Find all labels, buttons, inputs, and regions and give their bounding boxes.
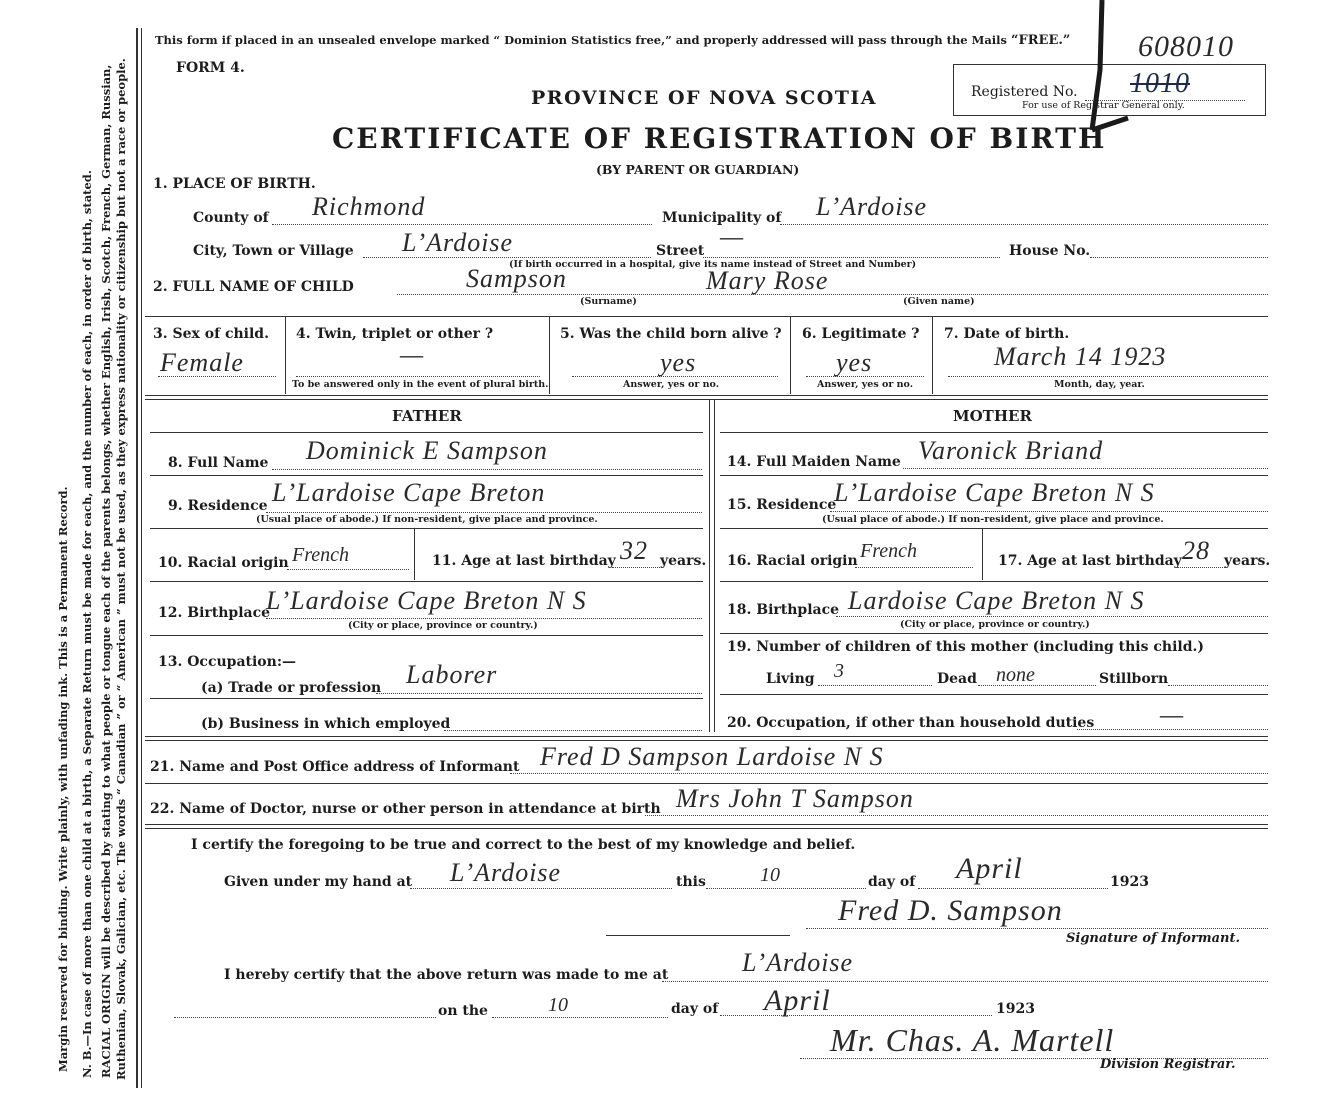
twin-label: 4. Twin, triplet or other ? xyxy=(296,326,494,342)
doctor-value: Mrs John T Sampson xyxy=(676,784,914,813)
father-name-value: Dominick E Sampson xyxy=(306,436,548,465)
twin-value: — xyxy=(400,340,425,369)
given-under-label: Given under my hand at xyxy=(224,874,413,890)
father-birthplace-label: 12. Birthplace xyxy=(158,605,271,621)
mother-racial-label: 16. Racial origin xyxy=(727,553,858,569)
informant-top-rule xyxy=(145,736,1268,741)
business-label: (b) Business in which employed xyxy=(201,716,451,732)
living-label: Living xyxy=(766,671,815,687)
mother-racial-value: French xyxy=(860,540,918,562)
mother-occupation-label: 20. Occupation, if other than household duties xyxy=(727,715,1095,731)
form-number: FORM 4. xyxy=(176,60,245,76)
parents-top-rule xyxy=(145,395,1268,400)
alive-value: yes xyxy=(660,348,697,377)
sex-label: 3. Sex of child. xyxy=(153,326,269,342)
informant-signature-rule xyxy=(606,935,790,936)
father-heading: FATHER xyxy=(392,407,462,425)
child-surname-value: Sampson xyxy=(466,264,567,293)
certify-top-rule xyxy=(145,824,1268,829)
free-word: “FREE.” xyxy=(1011,33,1071,48)
trade-label: (a) Trade or profession xyxy=(201,680,382,696)
father-residence-label: 9. Residence xyxy=(168,498,268,514)
trade-value: Laborer xyxy=(406,660,498,689)
father-residence-line xyxy=(266,512,702,513)
reg-month-line xyxy=(720,1015,992,1016)
on-the-label: on the xyxy=(438,1003,488,1019)
municipality-value: L’Ardoise xyxy=(816,192,928,221)
certify-statement: I certify the foregoing to be true and correct to the best of my knowledge and belief. xyxy=(191,837,856,853)
informant-signature-caption: Signature of Informant. xyxy=(1066,931,1240,946)
dob-line xyxy=(948,376,1268,377)
mother-age-line xyxy=(1177,567,1225,568)
twin-line xyxy=(296,376,540,377)
father-birthplace-note: (City or place, province or country.) xyxy=(348,620,538,631)
county-line xyxy=(272,224,652,225)
registrar-use-note: For use of Registrar General only. xyxy=(1022,100,1185,111)
province-heading: PROVINCE OF NOVA SCOTIA xyxy=(531,87,878,109)
father-racial-value: French xyxy=(292,544,350,566)
house-no-line xyxy=(1090,257,1268,258)
year-value: 1923 xyxy=(1110,874,1149,890)
father-racial-label: 10. Racial origin xyxy=(158,555,289,571)
informant-signature-line xyxy=(806,928,1268,929)
month-line xyxy=(918,888,1108,889)
child-given-value: Mary Rose xyxy=(706,266,829,295)
doctor-line xyxy=(645,815,1268,816)
registrar-stroke-mark xyxy=(1070,0,1130,140)
living-line xyxy=(818,685,932,686)
mother-name-line xyxy=(903,468,1268,469)
city-value: L’Ardoise xyxy=(402,228,514,257)
mother-birthplace-label: 18. Birthplace xyxy=(727,602,840,618)
doctor-label: 22. Name of Doctor, nurse or other person in attendance at birth xyxy=(150,801,661,817)
city-label: City, Town or Village xyxy=(193,243,354,259)
given-name-caption: (Given name) xyxy=(903,296,975,307)
father-birthplace-value: L’Lardoise Cape Breton N S xyxy=(266,586,587,615)
father-age-line xyxy=(612,567,660,568)
reg-year-value: 1923 xyxy=(996,1001,1035,1017)
mother-racial-line xyxy=(855,567,973,568)
mother-birthplace-note: (City or place, province or country.) xyxy=(900,619,1090,630)
margin-note-3: RACIAL ORIGIN will be described by stating to what people or tongue each of the parents belongs, whether English, Irish, Scotch, French, German, Russian, xyxy=(99,64,113,1078)
informant-label: 21. Name and Post Office address of Informant xyxy=(150,759,520,775)
margin-note-2: N. B.—In case of more than one child at a birth, a Separate Return must be made for each, and the number of each, in order of birth, stated. xyxy=(80,170,94,1078)
street-line xyxy=(703,257,1000,258)
county-value: Richmond xyxy=(312,192,426,221)
child-name-label: 2. FULL NAME OF CHILD xyxy=(153,279,354,295)
stillborn-label: Stillborn xyxy=(1099,671,1169,687)
father-racial-line xyxy=(287,569,409,570)
father-occupation-label: 13. Occupation:— xyxy=(158,654,296,670)
day-of-label: day of xyxy=(868,874,916,890)
municipality-label: Municipality of xyxy=(662,210,782,226)
father-residence-note: (Usual place of abode.) If non-resident, give place and province. xyxy=(256,514,598,525)
alive-note: Answer, yes or no. xyxy=(623,379,720,390)
legitimate-value: yes xyxy=(836,348,873,377)
registrar-place-line xyxy=(662,981,1268,982)
margin-note-4: Ruthenian, Slovak, Galician, etc. The words “ Canadian ” or “ American ” must not be used, as they express nationality or citizenship but not a race or people. xyxy=(114,58,128,1080)
twin-note: To be answered only in the event of plural birth. xyxy=(292,379,549,390)
row3-top-rule xyxy=(145,316,1268,317)
father-name-line xyxy=(272,469,702,470)
mother-years-label: years. xyxy=(1224,553,1271,569)
mother-residence-value: L’Lardoise Cape Breton N S xyxy=(834,478,1155,507)
registrar-left-line xyxy=(174,1017,436,1018)
father-years-label: years. xyxy=(660,553,707,569)
this-label: this xyxy=(676,874,706,890)
envelope-note: This form if placed in an unsealed envelope marked “ Dominion Statistics free,” and properly addressed will pass through the Mails “FREE.” xyxy=(155,33,1071,48)
father-residence-value: L’Lardoise Cape Breton xyxy=(272,478,546,507)
margin-rule-outer xyxy=(136,28,138,1088)
registrar-place-value: L’Ardoise xyxy=(742,948,854,977)
mother-residence-note: (Usual place of abode.) If non-resident, give place and province. xyxy=(822,514,1164,525)
reg-day-value: 10 xyxy=(548,994,568,1016)
registrar-signature: Mr. Chas. A. Martell xyxy=(830,1022,1115,1058)
mother-birthplace-value: Lardoise Cape Breton N S xyxy=(848,586,1145,615)
place-of-birth-label: 1. PLACE OF BIRTH. xyxy=(153,176,316,192)
registration-number-handwritten: 608010 xyxy=(1138,30,1234,63)
reg-day-line xyxy=(492,1017,668,1018)
county-label: County of xyxy=(193,210,269,226)
reg-day-of-label: day of xyxy=(671,1001,719,1017)
mother-age-label: 17. Age at last birthday xyxy=(998,553,1182,569)
registrar-caption: Division Registrar. xyxy=(1100,1057,1236,1072)
parents-divider-1 xyxy=(709,399,710,732)
dob-note: Month, day, year. xyxy=(1054,379,1145,390)
street-value: — xyxy=(720,222,745,251)
trade-line xyxy=(376,693,702,694)
dob-label: 7. Date of birth. xyxy=(944,326,1070,342)
month-value: April xyxy=(956,852,1023,885)
living-value: 3 xyxy=(834,660,844,682)
father-name-label: 8. Full Name xyxy=(168,455,269,471)
given-place-value: L’Ardoise xyxy=(450,858,562,887)
parents-divider-2 xyxy=(714,399,715,732)
street-label: Street xyxy=(656,243,705,259)
dead-label: Dead xyxy=(937,671,977,687)
registrar-statement: I hereby certify that the above return was made to me at xyxy=(224,967,669,983)
mother-occupation-value: — xyxy=(1160,700,1185,729)
registered-no-label: Registered No. xyxy=(971,84,1078,100)
sex-value: Female xyxy=(160,348,244,377)
legitimate-note: Answer, yes or no. xyxy=(817,379,914,390)
dead-value: none xyxy=(996,664,1035,686)
mother-heading: MOTHER xyxy=(953,407,1032,425)
father-birthplace-line xyxy=(266,618,702,619)
reg-month-value: April xyxy=(764,984,831,1017)
certificate-title: CERTIFICATE OF REGISTRATION OF BIRTH xyxy=(332,122,1107,155)
father-age-label: 11. Age at last birthday xyxy=(432,553,616,569)
business-line xyxy=(444,730,702,731)
day-line xyxy=(706,888,866,889)
informant-signature: Fred D. Sampson xyxy=(838,894,1063,927)
mother-birthplace-line xyxy=(836,616,1268,617)
child-name-line xyxy=(397,294,1268,295)
dob-value: March 14 1923 xyxy=(994,342,1167,371)
given-place-line xyxy=(410,888,672,889)
house-no-label: House No. xyxy=(1009,243,1091,259)
margin-note-1: Margin reserved for binding. Write plainly, with unfading ink. This is a Permanent Record. xyxy=(56,486,70,1072)
mother-name-label: 14. Full Maiden Name xyxy=(727,454,901,470)
hospital-note: (If birth occurred in a hospital, give its name instead of Street and Number) xyxy=(509,259,917,270)
registered-no-value: 1010 xyxy=(1130,68,1190,99)
informant-value: Fred D Sampson Lardoise N S xyxy=(540,742,884,771)
stillborn-line xyxy=(1168,685,1268,686)
informant-line xyxy=(510,773,1268,774)
children-count-label: 19. Number of children of this mother (including this child.) xyxy=(727,639,1205,655)
municipality-line xyxy=(780,224,1268,225)
mother-residence-label: 15. Residence xyxy=(727,497,837,513)
father-age-value: 32 xyxy=(620,536,648,565)
day-value: 10 xyxy=(760,864,780,886)
certificate-subtitle: (BY PARENT OR GUARDIAN) xyxy=(596,162,800,177)
legitimate-label: 6. Legitimate ? xyxy=(802,326,920,342)
surname-caption: (Surname) xyxy=(580,296,637,307)
mother-name-value: Varonick Briand xyxy=(918,436,1104,465)
margin-rule-inner xyxy=(141,28,142,1088)
mother-residence-line xyxy=(830,511,1268,512)
alive-label: 5. Was the child born alive ? xyxy=(560,326,782,342)
mother-age-value: 28 xyxy=(1182,536,1210,565)
